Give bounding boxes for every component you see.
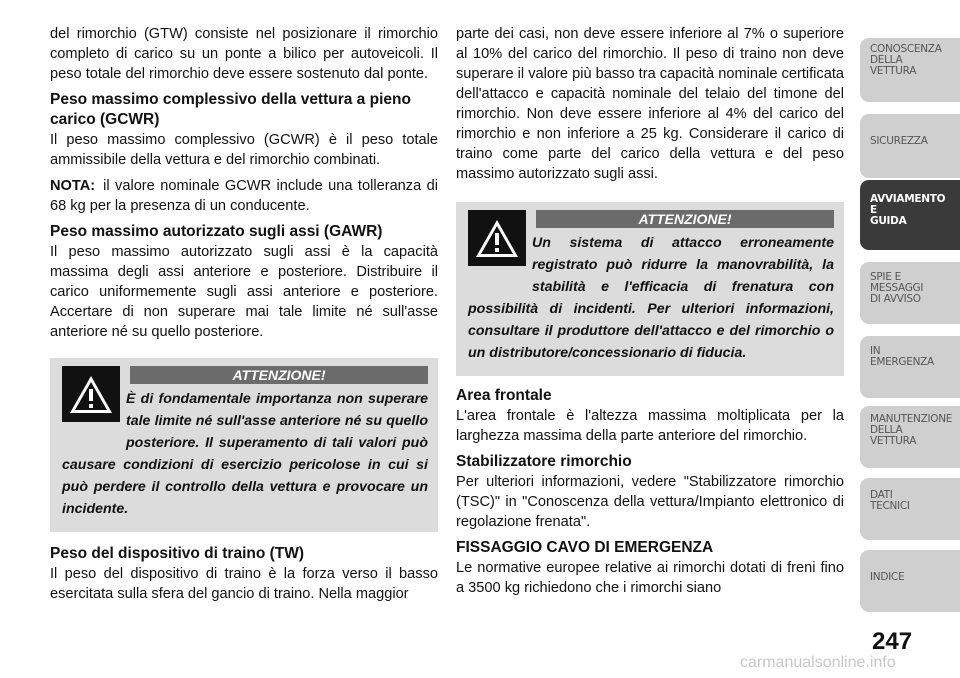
paragraph-area: L'area frontale è l'altezza massima moltiplicata per la larghezza massima della parte anteriore del rimorchio.: [456, 408, 844, 444]
right-column: [456, 24, 844, 598]
page-number: 247: [872, 628, 913, 655]
warning-text: È di fondamentale importanza non superare tale limite né sull'asse anteriore né su quello posteriore. Il superamento di tali valori può causare condizioni di esercizio pericolose in cui si può perdere il controllo della vettura e provocare un incidente.: [62, 391, 428, 517]
heading-tw: Peso del dispositivo di traino (TW): [50, 545, 305, 562]
warning-box-hitch: [456, 202, 844, 376]
paragraph-stabilizer: Per ulteriori informazioni, vedere "Stabilizzatore rimorchio (TSC)" in "Conoscenza della vettura/Impianto elettronico di regolazione frenata".: [456, 474, 844, 530]
tab-indice[interactable]: INDICE: [860, 550, 960, 612]
paragraph-tongue-weight: parte dei casi, non deve essere inferiore al 7% o superiore al 10% del carico del rimorchio. Il peso di traino non deve superare il valore più basso tra capacità nominale certificata dell'attacco e capacità nominale del telaio del timone del rimorchio. Non deve essere inferiore al 4% del carico del rimorchio e non inferiore a 25 kg. Considerare il carico di traino come parte del carico della vettura e del peso massimo autorizzato sugli assi.: [456, 26, 844, 182]
left-column: [50, 24, 438, 604]
note-paragraph: [50, 176, 438, 216]
note-label: NOTA:: [50, 178, 96, 194]
heading-gawr: Peso massimo autorizzato sugli assi (GAWR): [50, 223, 383, 240]
paragraph-emergency-cable: Le normative europee relative ai rimorchi dotati di freni fino a 3500 kg richiedono che i rimorchi siano: [456, 560, 844, 596]
tab-sicurezza[interactable]: SICUREZZA: [860, 114, 960, 178]
tab-spie-messaggi[interactable]: SPIE E MESSAGGI DI AVVISO: [860, 262, 960, 324]
note-text: il valore nominale GCWR include una tolleranza di 68 kg per la presenza di un conducente.: [50, 178, 438, 214]
tab-conoscenza-vettura[interactable]: CONOSCENZA DELLA VETTURA: [860, 38, 960, 102]
warning-title: ATTENZIONE!: [536, 210, 834, 228]
chapter-tabs: [860, 0, 960, 678]
tab-emergenza[interactable]: IN EMERGENZA: [860, 336, 960, 398]
heading-area: Area frontale: [456, 387, 552, 404]
paragraph-gawr: Il peso massimo autorizzato sugli assi è la capacità massima degli assi anteriore e posteriore. Distribuire il carico uniformemente sugli assi anteriore e posteriore. Accertare di non superare mai tale limite né sull'asse anteriore né su quello posteriore.: [50, 244, 438, 340]
warning-triangle-icon: [62, 366, 120, 422]
tab-dati-tecnici[interactable]: DATI TECNICI: [860, 478, 960, 540]
warning-box-axle: [50, 358, 438, 532]
tab-avviamento-guida[interactable]: AVVIAMENTO E GUIDA: [860, 180, 960, 250]
intro-paragraph: del rimorchio (GTW) consiste nel posizionare il rimorchio completo di carico su un ponte a bilico per autoveicoli. Il peso totale del rimorchio deve essere sostenuto dal ponte.: [50, 26, 438, 82]
warning-title: ATTENZIONE!: [130, 366, 428, 384]
watermark: carmanualsonline.info: [740, 654, 896, 671]
heading-gcwr: Peso massimo complessivo della vettura a pieno carico (GCWR): [50, 91, 411, 128]
tab-manutenzione[interactable]: MANUTENZIONE DELLA VETTURA: [860, 406, 960, 468]
paragraph-gcwr: Il peso massimo complessivo (GCWR) è il peso totale ammissibile della vettura e del rimorchio combinati.: [50, 132, 438, 168]
heading-emergency-cable: FISSAGGIO CAVO DI EMERGENZA: [456, 539, 714, 556]
warning-text: Un sistema di attacco erroneamente registrato può ridurre la manovrabilità, la stabilità e l'efficacia di frenatura con possibilità di incidenti. Per ulteriori informazioni, consultare il produttore dell'attacco e del rimorchio o un distributore/concessionario di fiducia.: [468, 235, 834, 361]
heading-stabilizer: Stabilizzatore rimorchio: [456, 453, 632, 470]
paragraph-tw: Il peso del dispositivo di traino è la forza verso il basso esercitata sulla sfera del gancio di traino. Nella maggior: [50, 566, 438, 602]
warning-triangle-icon: [468, 210, 526, 266]
